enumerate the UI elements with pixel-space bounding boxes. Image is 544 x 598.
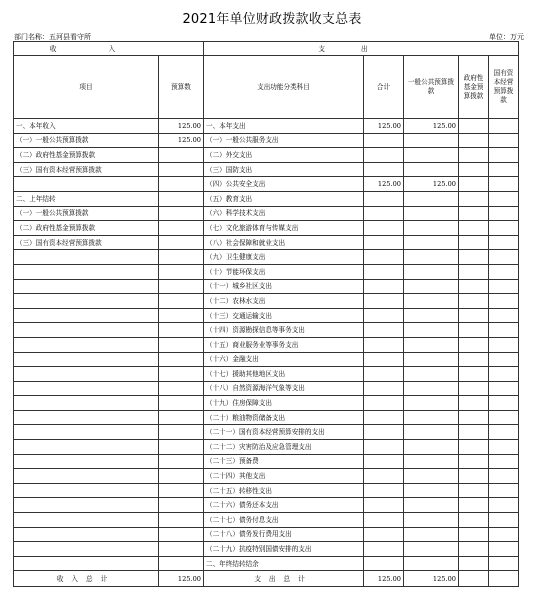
income-item-cell bbox=[14, 337, 159, 352]
income-item-cell: （一）一般公共预算拨款 bbox=[14, 133, 159, 148]
expenditure-item-cell: （二十八）债务发行费用支出 bbox=[204, 527, 364, 542]
income-item-cell bbox=[14, 454, 159, 469]
state-capital-cell bbox=[489, 191, 519, 206]
income-budget-cell bbox=[159, 469, 204, 484]
table-row bbox=[14, 483, 519, 498]
table-row bbox=[14, 191, 519, 206]
general-budget-cell bbox=[404, 206, 459, 221]
header-total: 合计 bbox=[364, 56, 404, 119]
income-item-cell: 一、本年收入 bbox=[14, 119, 159, 134]
total-cell bbox=[364, 250, 404, 265]
state-capital-cell bbox=[489, 483, 519, 498]
table-row bbox=[14, 469, 519, 484]
income-item-cell bbox=[14, 294, 159, 309]
general-budget-cell bbox=[404, 337, 459, 352]
table-row bbox=[14, 162, 519, 177]
income-item-cell bbox=[14, 352, 159, 367]
gov-fund-cell bbox=[459, 177, 489, 192]
expenditure-item-cell: （七）文化旅游体育与传媒支出 bbox=[204, 221, 364, 236]
gov-fund-cell bbox=[459, 250, 489, 265]
general-budget-cell bbox=[404, 162, 459, 177]
expenditure-item-cell: （二十七）债务付息支出 bbox=[204, 513, 364, 528]
table-row bbox=[14, 148, 519, 163]
general-budget-cell bbox=[404, 294, 459, 309]
header-row-columns bbox=[14, 56, 519, 119]
gov-fund-cell bbox=[459, 498, 489, 513]
table-row bbox=[14, 352, 519, 367]
income-budget-cell bbox=[159, 264, 204, 279]
income-item-cell bbox=[14, 469, 159, 484]
state-capital-total bbox=[489, 571, 519, 587]
gov-fund-cell bbox=[459, 294, 489, 309]
gov-fund-cell bbox=[459, 264, 489, 279]
income-budget-cell bbox=[159, 177, 204, 192]
total-cell bbox=[364, 323, 404, 338]
income-budget-cell bbox=[159, 162, 204, 177]
header-budget: 预算数 bbox=[159, 56, 204, 119]
budget-table bbox=[13, 41, 519, 587]
gov-fund-cell bbox=[459, 162, 489, 177]
state-capital-cell bbox=[489, 367, 519, 382]
general-budget-cell bbox=[404, 440, 459, 455]
state-capital-cell bbox=[489, 542, 519, 557]
general-budget-cell bbox=[404, 308, 459, 323]
total-cell bbox=[364, 410, 404, 425]
state-capital-cell bbox=[489, 381, 519, 396]
state-capital-cell bbox=[489, 469, 519, 484]
gov-fund-cell bbox=[459, 425, 489, 440]
gov-fund-cell bbox=[459, 410, 489, 425]
total-cell bbox=[364, 556, 404, 571]
total-cell bbox=[364, 308, 404, 323]
general-budget-cell bbox=[404, 542, 459, 557]
income-budget-cell bbox=[159, 440, 204, 455]
total-cell bbox=[364, 469, 404, 484]
income-item-cell bbox=[14, 556, 159, 571]
table-row bbox=[14, 527, 519, 542]
state-capital-cell bbox=[489, 133, 519, 148]
state-capital-cell bbox=[489, 337, 519, 352]
gov-fund-cell bbox=[459, 454, 489, 469]
income-item-cell bbox=[14, 264, 159, 279]
income-budget-cell bbox=[159, 308, 204, 323]
income-item-cell: （一）一般公共预算拨款 bbox=[14, 206, 159, 221]
totals-row bbox=[14, 571, 519, 587]
total-cell bbox=[364, 206, 404, 221]
state-capital-cell bbox=[489, 410, 519, 425]
gov-fund-total bbox=[459, 571, 489, 587]
income-budget-cell bbox=[159, 410, 204, 425]
state-capital-cell bbox=[489, 513, 519, 528]
state-capital-cell bbox=[489, 235, 519, 250]
total-cell bbox=[364, 483, 404, 498]
general-budget-cell bbox=[404, 148, 459, 163]
general-budget-cell bbox=[404, 323, 459, 338]
total-cell: 125.00 bbox=[364, 119, 404, 134]
total-cell bbox=[364, 396, 404, 411]
expenditure-item-cell: （二十五）转移性支出 bbox=[204, 483, 364, 498]
gov-fund-cell bbox=[459, 235, 489, 250]
state-capital-cell bbox=[489, 323, 519, 338]
gov-fund-cell bbox=[459, 542, 489, 557]
gov-fund-cell bbox=[459, 133, 489, 148]
income-budget-cell bbox=[159, 235, 204, 250]
header-gov-fund: 政府性基金预算拨款 bbox=[459, 56, 489, 119]
general-budget-cell bbox=[404, 279, 459, 294]
income-budget-cell bbox=[159, 206, 204, 221]
table-row bbox=[14, 498, 519, 513]
expenditure-item-cell: （一）一般公共服务支出 bbox=[204, 133, 364, 148]
gov-fund-cell bbox=[459, 279, 489, 294]
table-row bbox=[14, 250, 519, 265]
gov-fund-cell bbox=[459, 323, 489, 338]
general-budget-cell bbox=[404, 250, 459, 265]
gov-fund-cell bbox=[459, 308, 489, 323]
expenditure-item-cell: （十）节能环保支出 bbox=[204, 264, 364, 279]
total-cell bbox=[364, 498, 404, 513]
total-cell bbox=[364, 454, 404, 469]
total-cell bbox=[364, 191, 404, 206]
expenditure-item-cell: （二）外交支出 bbox=[204, 148, 364, 163]
total-cell bbox=[364, 425, 404, 440]
expenditure-item-cell: （二十一）国有资本经营预算安排的支出 bbox=[204, 425, 364, 440]
table-row bbox=[14, 396, 519, 411]
income-item-cell bbox=[14, 498, 159, 513]
gov-fund-cell bbox=[459, 191, 489, 206]
income-item-cell bbox=[14, 381, 159, 396]
income-item-cell bbox=[14, 440, 159, 455]
expenditure-total-label: 支出总计 bbox=[204, 571, 364, 587]
general-budget-cell bbox=[404, 235, 459, 250]
gov-fund-cell bbox=[459, 337, 489, 352]
gov-fund-cell bbox=[459, 381, 489, 396]
general-budget-cell bbox=[404, 396, 459, 411]
state-capital-cell bbox=[489, 454, 519, 469]
income-budget-cell bbox=[159, 542, 204, 557]
income-budget-cell bbox=[159, 323, 204, 338]
income-item-cell bbox=[14, 542, 159, 557]
gov-fund-cell bbox=[459, 527, 489, 542]
total-cell bbox=[364, 162, 404, 177]
state-capital-cell bbox=[489, 425, 519, 440]
income-item-cell: 二、上年结转 bbox=[14, 191, 159, 206]
income-item-cell bbox=[14, 279, 159, 294]
income-budget-cell bbox=[159, 513, 204, 528]
table-row bbox=[14, 513, 519, 528]
income-budget-cell bbox=[159, 556, 204, 571]
total-cell bbox=[364, 133, 404, 148]
total-cell bbox=[364, 542, 404, 557]
income-budget-cell bbox=[159, 294, 204, 309]
general-budget-cell bbox=[404, 221, 459, 236]
income-item-cell bbox=[14, 410, 159, 425]
general-budget-cell bbox=[404, 454, 459, 469]
state-capital-cell bbox=[489, 250, 519, 265]
income-budget-cell bbox=[159, 250, 204, 265]
income-budget-cell: 125.00 bbox=[159, 133, 204, 148]
total-cell bbox=[364, 221, 404, 236]
header-func-class: 支出功能分类科目 bbox=[204, 56, 364, 119]
income-budget-cell bbox=[159, 221, 204, 236]
expenditure-item-cell: （十五）商业服务业等事务支出 bbox=[204, 337, 364, 352]
state-capital-cell bbox=[489, 352, 519, 367]
expenditure-item-cell: （四）公共安全支出 bbox=[204, 177, 364, 192]
table-row bbox=[14, 133, 519, 148]
general-budget-cell: 125.00 bbox=[404, 119, 459, 134]
total-cell bbox=[364, 527, 404, 542]
table-row bbox=[14, 556, 519, 571]
income-budget-cell bbox=[159, 191, 204, 206]
expenditure-item-cell: （二十）粮油物资储备支出 bbox=[204, 410, 364, 425]
general-budget-cell bbox=[404, 527, 459, 542]
gov-fund-cell bbox=[459, 352, 489, 367]
general-budget-cell bbox=[404, 352, 459, 367]
gov-fund-cell bbox=[459, 206, 489, 221]
expenditure-item-cell: （五）教育支出 bbox=[204, 191, 364, 206]
income-item-cell: （三）国有资本经营预算拨款 bbox=[14, 235, 159, 250]
expenditure-item-cell: （八）社会保障和就业支出 bbox=[204, 235, 364, 250]
income-budget-cell bbox=[159, 396, 204, 411]
state-capital-cell bbox=[489, 264, 519, 279]
general-budget-cell bbox=[404, 410, 459, 425]
page-title: 2021年单位财政拨款收支总表 bbox=[182, 12, 362, 27]
expenditure-item-cell: （二十九）抗疫特别国债安排的支出 bbox=[204, 542, 364, 557]
income-item-cell bbox=[14, 308, 159, 323]
income-budget-cell bbox=[159, 148, 204, 163]
general-budget-cell bbox=[404, 381, 459, 396]
state-capital-cell bbox=[489, 221, 519, 236]
table-row bbox=[14, 206, 519, 221]
expenditure-item-cell: （十三）交通运输支出 bbox=[204, 308, 364, 323]
table-row bbox=[14, 367, 519, 382]
total-cell bbox=[364, 367, 404, 382]
income-item-cell: （二）政府性基金预算拨款 bbox=[14, 221, 159, 236]
income-item-cell bbox=[14, 513, 159, 528]
total-sum-value: 125.00 bbox=[364, 571, 404, 587]
income-budget-cell bbox=[159, 337, 204, 352]
table-row bbox=[14, 454, 519, 469]
table-row bbox=[14, 279, 519, 294]
total-cell bbox=[364, 148, 404, 163]
income-total-label: 收入总计 bbox=[14, 571, 159, 587]
expenditure-item-cell: （十一）城乡社区支出 bbox=[204, 279, 364, 294]
table-row bbox=[14, 235, 519, 250]
state-capital-cell bbox=[489, 119, 519, 134]
general-budget-cell: 125.00 bbox=[404, 177, 459, 192]
general-budget-cell bbox=[404, 191, 459, 206]
total-cell bbox=[364, 279, 404, 294]
gov-fund-cell bbox=[459, 483, 489, 498]
expenditure-item-cell: （二十四）其他支出 bbox=[204, 469, 364, 484]
gov-fund-cell bbox=[459, 367, 489, 382]
expenditure-item-cell: （三）国防支出 bbox=[204, 162, 364, 177]
state-capital-cell bbox=[489, 498, 519, 513]
income-budget-cell bbox=[159, 279, 204, 294]
state-capital-cell bbox=[489, 556, 519, 571]
header-item: 项目 bbox=[14, 56, 159, 119]
table-row bbox=[14, 119, 519, 134]
expenditure-item-cell: （十六）金融支出 bbox=[204, 352, 364, 367]
income-item-cell bbox=[14, 367, 159, 382]
income-budget-cell: 125.00 bbox=[159, 119, 204, 134]
income-item-cell bbox=[14, 425, 159, 440]
income-item-cell bbox=[14, 396, 159, 411]
total-cell bbox=[364, 352, 404, 367]
income-budget-cell bbox=[159, 454, 204, 469]
state-capital-cell bbox=[489, 308, 519, 323]
expenditure-item-cell: （十四）资源勘探信息等事务支出 bbox=[204, 323, 364, 338]
income-budget-cell bbox=[159, 367, 204, 382]
state-capital-cell bbox=[489, 396, 519, 411]
table-row bbox=[14, 337, 519, 352]
general-budget-cell bbox=[404, 483, 459, 498]
header-expenditure: 支出 bbox=[204, 42, 519, 56]
general-budget-cell bbox=[404, 425, 459, 440]
gov-fund-cell bbox=[459, 148, 489, 163]
income-item-cell bbox=[14, 177, 159, 192]
income-total-value: 125.00 bbox=[159, 571, 204, 587]
expenditure-item-cell: （九）卫生健康支出 bbox=[204, 250, 364, 265]
gov-fund-cell bbox=[459, 556, 489, 571]
income-budget-cell bbox=[159, 352, 204, 367]
income-budget-cell bbox=[159, 381, 204, 396]
state-capital-cell bbox=[489, 440, 519, 455]
general-budget-cell bbox=[404, 133, 459, 148]
table-row bbox=[14, 425, 519, 440]
expenditure-item-cell: （十二）农林水支出 bbox=[204, 294, 364, 309]
state-capital-cell bbox=[489, 527, 519, 542]
income-budget-cell bbox=[159, 425, 204, 440]
table-row bbox=[14, 440, 519, 455]
general-budget-cell bbox=[404, 469, 459, 484]
expenditure-item-cell: 一、本年支出 bbox=[204, 119, 364, 134]
gov-fund-cell bbox=[459, 469, 489, 484]
expenditure-item-cell: （六）科学技术支出 bbox=[204, 206, 364, 221]
unit-label: 单位：万元 bbox=[489, 33, 524, 41]
header-row-groups bbox=[14, 42, 519, 56]
income-item-cell: （三）国有资本经营预算拨款 bbox=[14, 162, 159, 177]
state-capital-cell bbox=[489, 294, 519, 309]
total-cell bbox=[364, 440, 404, 455]
general-budget-cell bbox=[404, 556, 459, 571]
income-item-cell bbox=[14, 323, 159, 338]
state-capital-cell bbox=[489, 177, 519, 192]
total-cell bbox=[364, 264, 404, 279]
gov-fund-cell bbox=[459, 440, 489, 455]
total-cell bbox=[364, 381, 404, 396]
header-income: 收入 bbox=[14, 42, 204, 56]
expenditure-item-cell: （二十三）预备费 bbox=[204, 454, 364, 469]
income-item-cell bbox=[14, 483, 159, 498]
total-cell bbox=[364, 235, 404, 250]
table-row bbox=[14, 308, 519, 323]
total-cell bbox=[364, 337, 404, 352]
income-item-cell: （二）政府性基金预算拨款 bbox=[14, 148, 159, 163]
gov-fund-cell bbox=[459, 396, 489, 411]
general-budget-cell bbox=[404, 264, 459, 279]
expenditure-item-cell: （二十二）灾害防治及应急管理支出 bbox=[204, 440, 364, 455]
state-capital-cell bbox=[489, 162, 519, 177]
gov-fund-cell bbox=[459, 221, 489, 236]
table-row bbox=[14, 381, 519, 396]
gov-fund-cell bbox=[459, 513, 489, 528]
total-cell: 125.00 bbox=[364, 177, 404, 192]
table-row bbox=[14, 264, 519, 279]
header-state-capital: 国有资本经营预算拨款 bbox=[489, 56, 519, 119]
general-budget-cell bbox=[404, 513, 459, 528]
department-name: 部门名称：五河县看守所 bbox=[14, 33, 91, 41]
header-general-budget: 一般公共预算拨款 bbox=[404, 56, 459, 119]
expenditure-item-cell: （十九）住房保障支出 bbox=[204, 396, 364, 411]
table-row bbox=[14, 410, 519, 425]
total-cell bbox=[364, 294, 404, 309]
state-capital-cell bbox=[489, 279, 519, 294]
general-budget-cell bbox=[404, 498, 459, 513]
general-budget-total: 125.00 bbox=[404, 571, 459, 587]
income-budget-cell bbox=[159, 527, 204, 542]
table-row bbox=[14, 294, 519, 309]
table-row bbox=[14, 542, 519, 557]
expenditure-item-cell: 二、年终结转结余 bbox=[204, 556, 364, 571]
total-cell bbox=[364, 513, 404, 528]
income-budget-cell bbox=[159, 498, 204, 513]
general-budget-cell bbox=[404, 367, 459, 382]
table-row bbox=[14, 323, 519, 338]
income-item-cell bbox=[14, 527, 159, 542]
income-budget-cell bbox=[159, 483, 204, 498]
income-item-cell bbox=[14, 250, 159, 265]
table-row bbox=[14, 221, 519, 236]
table-row bbox=[14, 177, 519, 192]
expenditure-item-cell: （二十六）债务还本支出 bbox=[204, 498, 364, 513]
state-capital-cell bbox=[489, 148, 519, 163]
expenditure-item-cell: （十七）援助其他地区支出 bbox=[204, 367, 364, 382]
expenditure-item-cell: （十八）自然资源海洋气象等支出 bbox=[204, 381, 364, 396]
gov-fund-cell bbox=[459, 119, 489, 134]
state-capital-cell bbox=[489, 206, 519, 221]
